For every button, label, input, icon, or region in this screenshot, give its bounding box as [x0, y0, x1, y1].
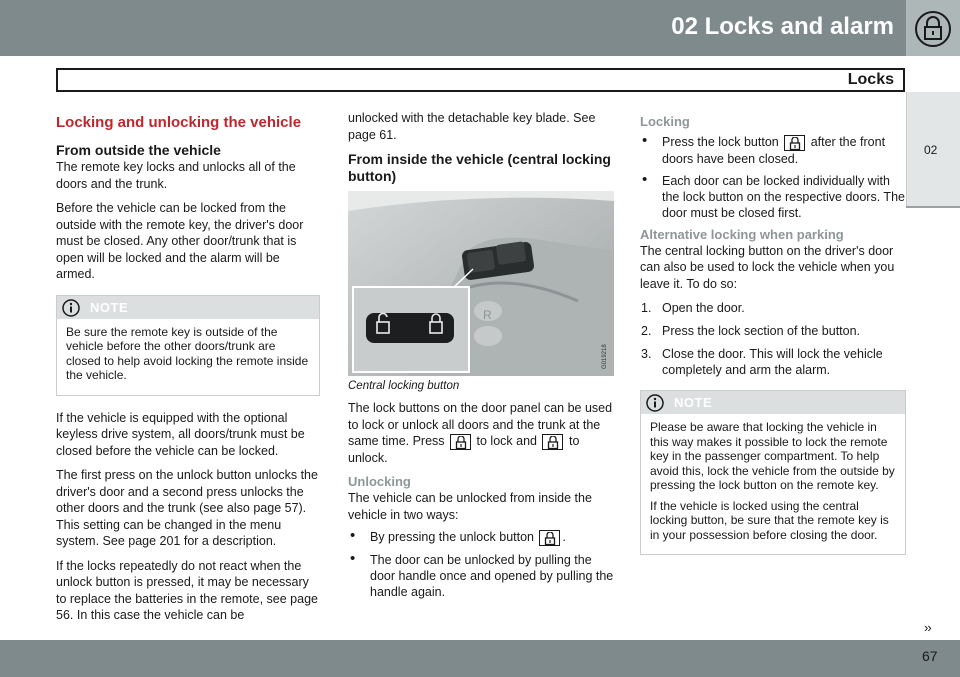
column-left — [56, 110, 320, 632]
step-item — [640, 323, 906, 339]
chapter-icon-tab — [906, 0, 960, 56]
note-header — [57, 296, 319, 319]
info-icon — [646, 394, 664, 412]
note-text: If the vehicle is locked using the central locking button, be sure that the remote key is in your possession before closing the door. — [650, 498, 889, 542]
svg-text:R: R — [483, 308, 492, 322]
note-box — [56, 295, 320, 396]
step-text: Open the door. — [662, 301, 745, 316]
step-number: 1. — [641, 301, 652, 316]
list-item: • Each door can be locked individually with the lock button on the respective doors. The door must be closed first. — [640, 173, 906, 221]
section-header — [56, 68, 905, 92]
list-item — [348, 529, 614, 546]
note-title: NOTE — [674, 395, 713, 411]
step-text: Press the lock section of the button. — [662, 324, 861, 339]
continue-marker: ›› — [924, 620, 931, 635]
step-item — [640, 346, 906, 378]
note-box — [640, 390, 906, 555]
text-span: Press the lock button — [662, 135, 779, 149]
lock-button-icon — [450, 434, 471, 450]
central-locking-figure — [348, 191, 614, 376]
note-text: Be sure the remote key is outside of the vehicle before the other doors/trunk are closed to help avoid locking the remote inside the vehicle. — [66, 324, 309, 382]
lock-button-icon — [784, 135, 805, 151]
page-number: 67 — [922, 648, 938, 664]
step-item — [640, 300, 906, 316]
paragraph: Before the vehicle can be locked from the outside with the remote key, the driver's door must be closed. Any other door/trunk that is open will be locked and the alarm will be armed. — [56, 201, 304, 281]
paragraph: The central locking button on the driver's door can also be used to lock the vehicle when you leave it. To do so: — [640, 243, 895, 291]
column-middle — [348, 110, 614, 606]
paragraph-lock-buttons — [348, 400, 614, 466]
text-span: to unlock. — [348, 434, 580, 465]
subheading-alternative-locking: Alternative locking when parking — [640, 226, 844, 242]
list-item: • The door can be unlocked by pulling the door handle once and opened by pulling the handle again. — [348, 552, 614, 600]
text-span: . — [562, 530, 566, 545]
paragraph: unlocked with the detachable key blade. See page 61. — [348, 111, 596, 142]
unlock-button-icon — [542, 434, 563, 450]
subheading-outside: From outside the vehicle — [56, 142, 221, 158]
paragraph: The vehicle can be unlocked from inside the vehicle in two ways: — [348, 491, 592, 522]
text-span: The lock buttons on the door panel can be used to lock or unlock all doors and the trunk at the same time. Press — [348, 401, 613, 448]
section-heading: Locking and unlocking the vehicle — [56, 114, 302, 131]
step-number: 2. — [641, 324, 652, 339]
column-right — [640, 110, 906, 569]
chapter-title: 02 Locks and alarm — [671, 13, 894, 40]
paragraph: The first press on the unlock button unlocks the driver's door and a second press unlocks the other doors and the trunk (see also page 57). This setting can be changed in the menu system. See page 201 for a description. — [56, 468, 318, 548]
steps-list — [640, 300, 906, 378]
subheading-locking: Locking — [640, 114, 690, 129]
subheading-unlocking: Unlocking — [348, 474, 411, 490]
padlock-icon — [914, 7, 952, 49]
footer-bar — [0, 640, 960, 677]
side-tab-label: 02 — [924, 143, 938, 157]
info-icon — [62, 299, 80, 317]
step-text: Close the door. This will lock the vehicle completely and arm the alarm. — [662, 347, 883, 378]
note-header — [641, 391, 905, 414]
paragraph: If the vehicle is equipped with the optional keyless drive system, all doors/trunk must be closed before the vehicle can be locked. — [56, 410, 305, 458]
text-span: after the front doors have been closed. — [662, 135, 886, 166]
subheading-inside: From inside the vehicle (central locking button) — [348, 151, 611, 184]
note-title: NOTE — [90, 299, 129, 315]
door-panel-illustration — [348, 191, 614, 376]
unlock-button-icon — [539, 530, 560, 546]
unlocking-list — [348, 529, 614, 600]
chapter-header-bar — [0, 0, 960, 56]
step-number: 3. — [641, 347, 652, 362]
paragraph: The remote key locks and unlocks all of the doors and the trunk. — [56, 160, 296, 191]
text-span: to lock and — [476, 434, 537, 448]
figure-caption: Central locking button — [348, 380, 460, 392]
section-title: Locks — [847, 71, 894, 88]
note-text: Please be aware that locking the vehicle in this way makes it possible to lock the remote key in the passenger compartment. To help avoid this, lock the vehicle from the outside by pressing the lock button on the remote key. — [650, 420, 895, 493]
text-span: By pressing the unlock button — [370, 530, 534, 545]
locking-list — [640, 134, 906, 221]
list-item — [640, 134, 906, 167]
side-tab-divider — [906, 206, 960, 208]
paragraph: If the locks repeatedly do not react when the unlock button is pressed, it may be necessary to replace the batteries in the remote, see page 56. In this case the vehicle can be — [56, 558, 318, 622]
figure-code: G019218 — [602, 344, 608, 369]
